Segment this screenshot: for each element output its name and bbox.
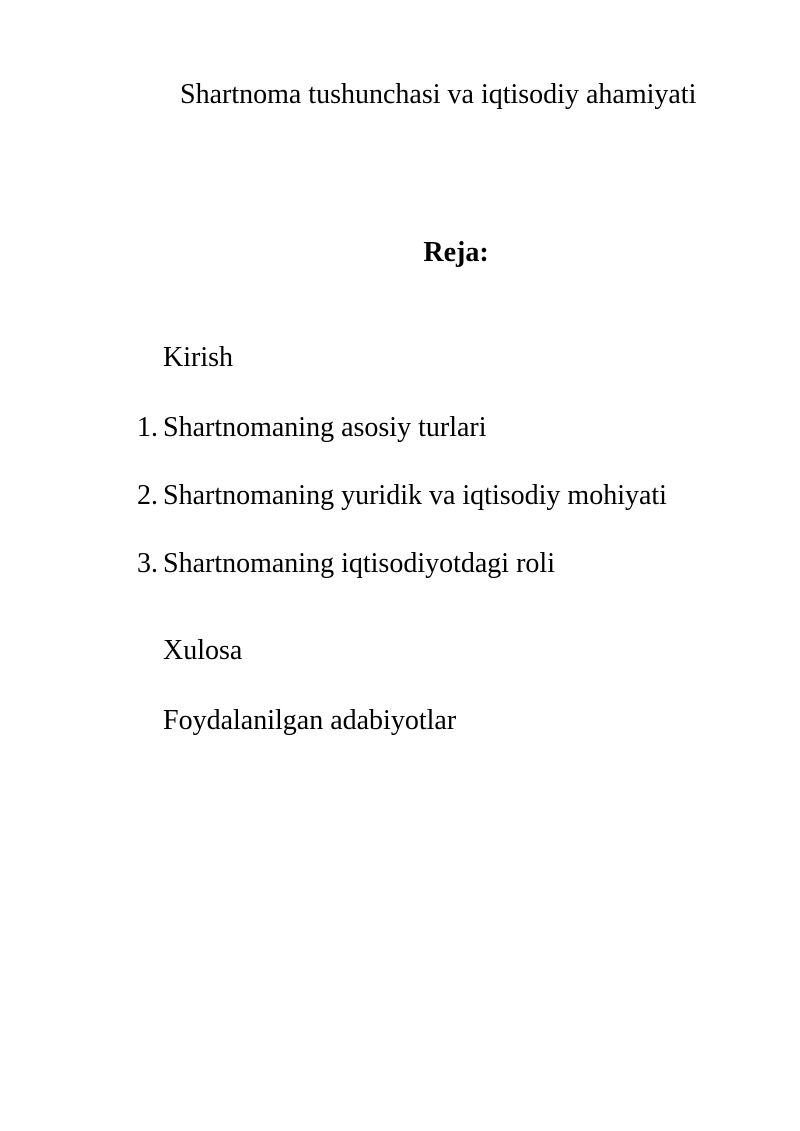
plan-item-intro: Kirish <box>163 342 233 373</box>
plan-item-text: Shartnomaning asosiy turlari <box>163 412 487 443</box>
plan-item-number: 2. <box>137 480 158 511</box>
plan-item-text: Shartnomaning yuridik va iqtisodiy mohiyati <box>163 480 667 511</box>
plan-item-number: 3. <box>137 548 158 579</box>
document-title: Shartnoma tushunchasi va iqtisodiy ahamiyati <box>180 79 697 110</box>
plan-heading: Reja: <box>423 237 489 268</box>
plan-item-text: Shartnomaning iqtisodiyotdagi roli <box>163 548 555 579</box>
plan-item-number: 1. <box>137 412 158 443</box>
plan-item-conclusion: Xulosa <box>163 635 243 666</box>
plan-item-references: Foydalanilgan adabiyotlar <box>163 705 457 736</box>
